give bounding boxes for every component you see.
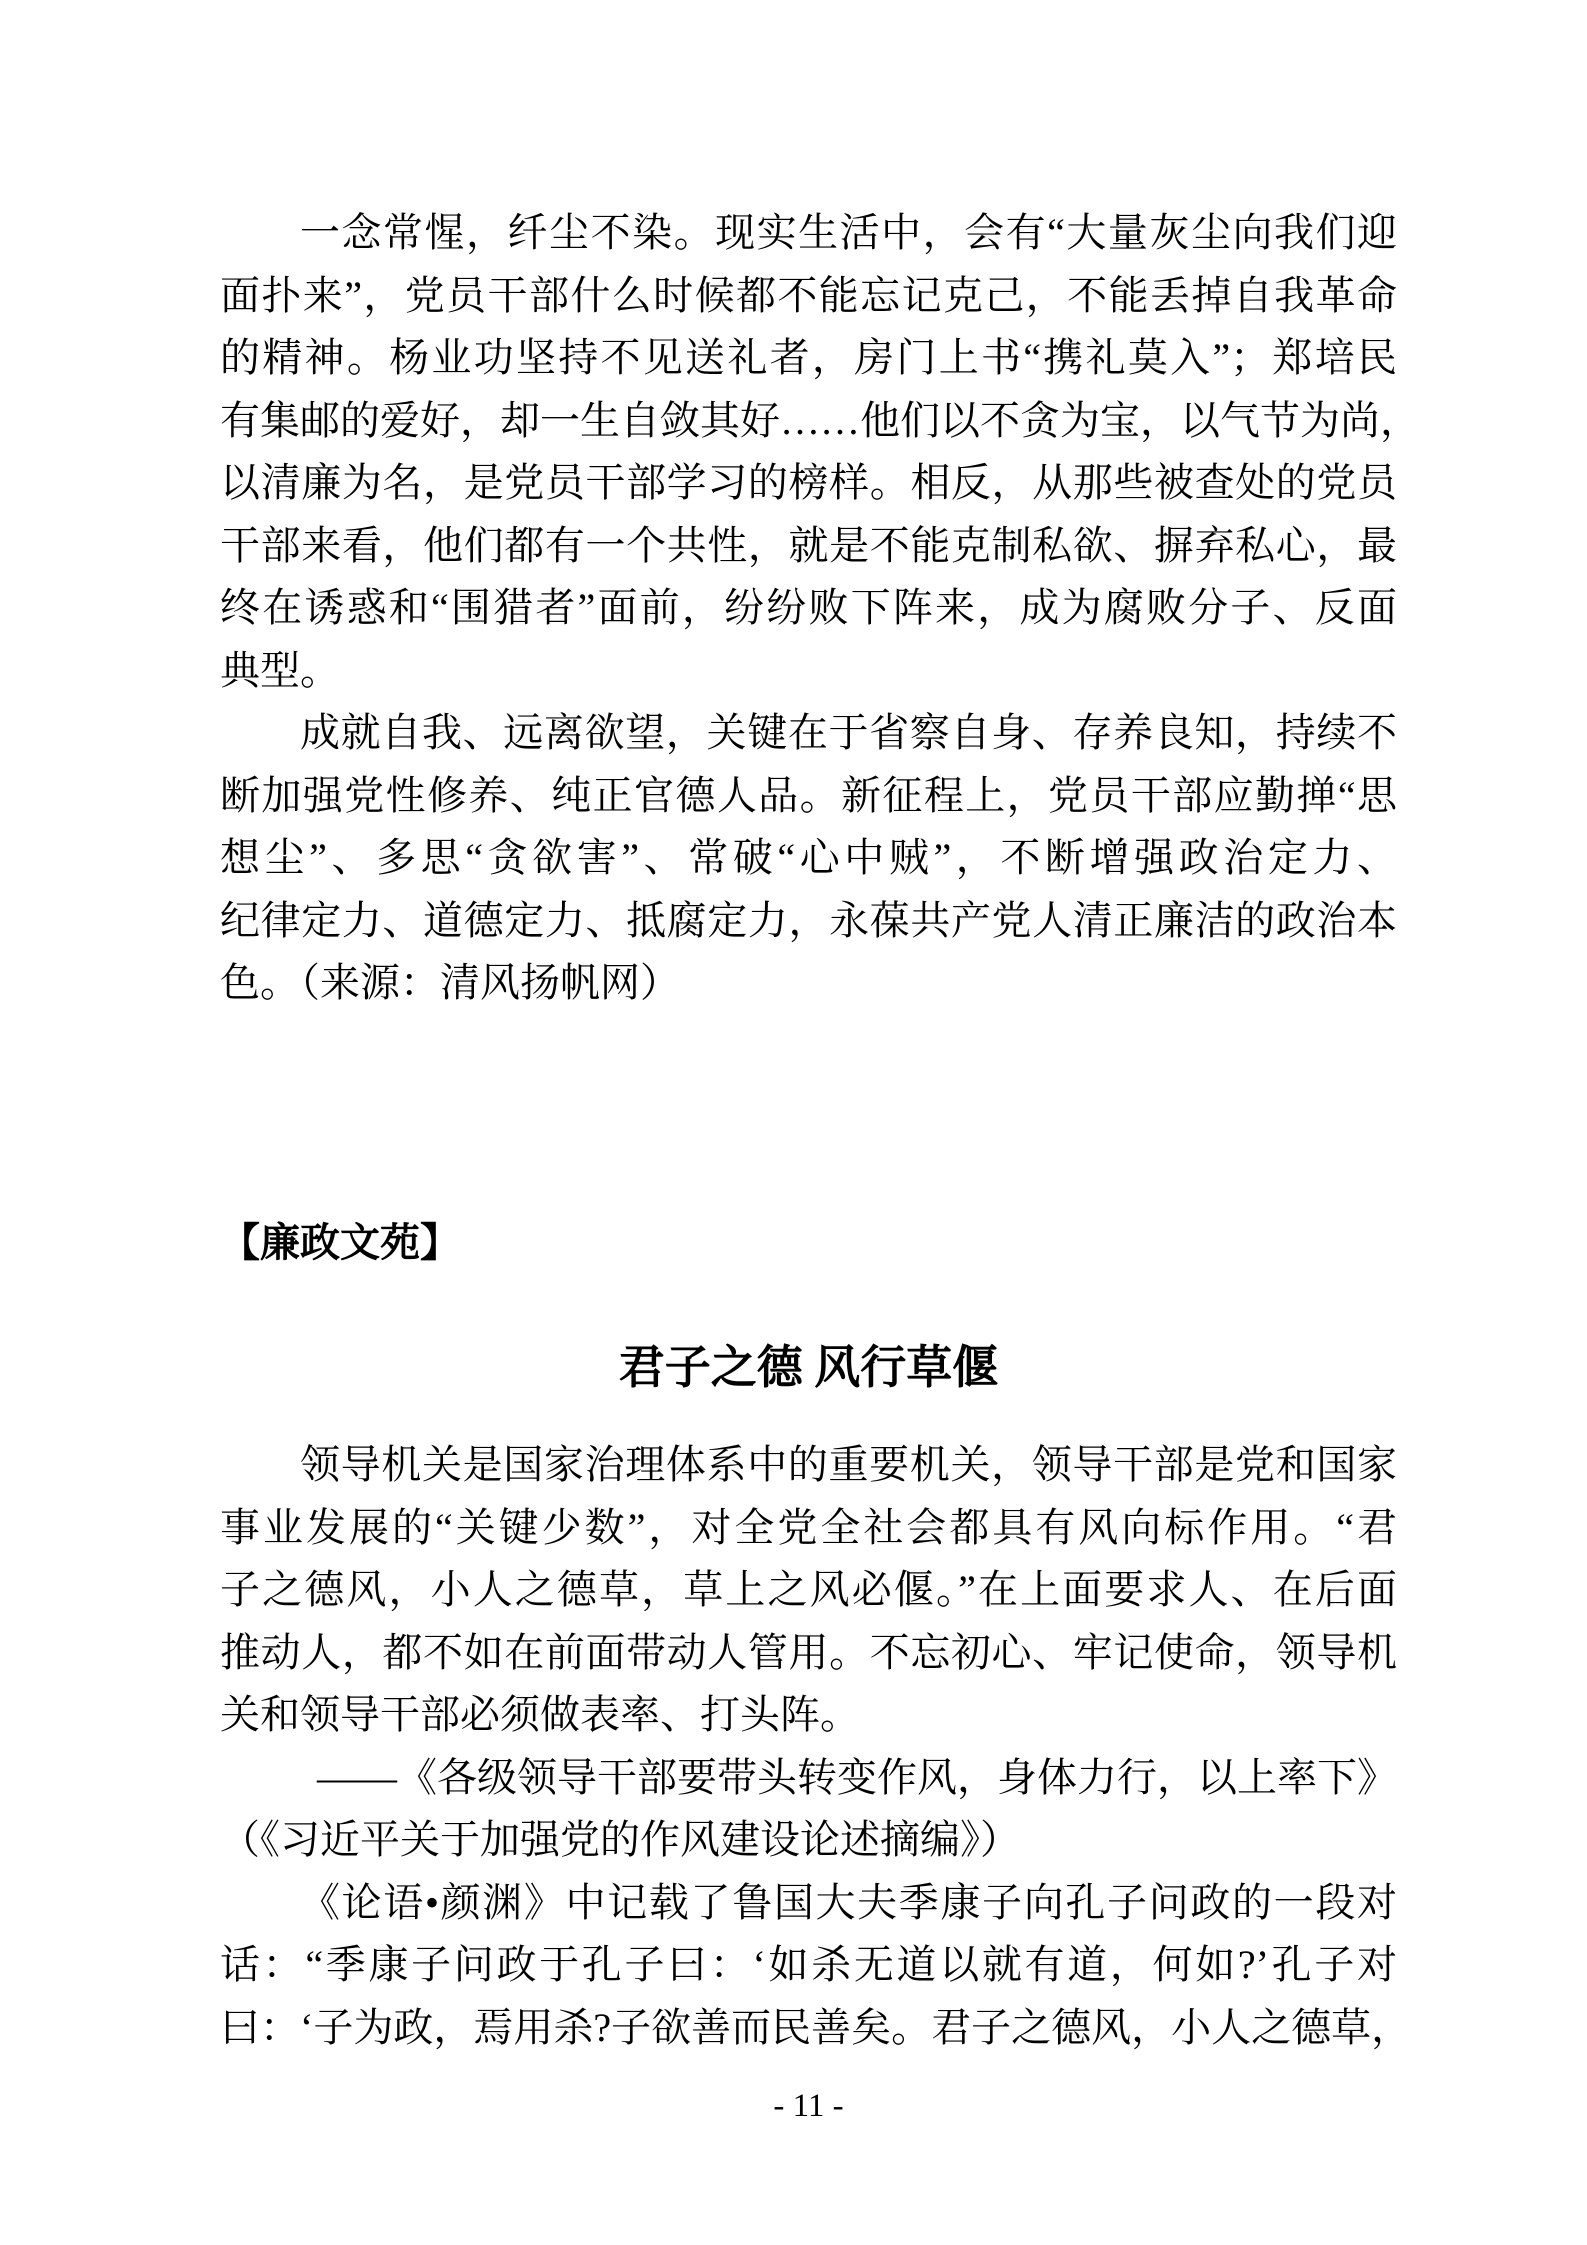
paragraph2-line: 纪律定力、道德定力、抵腐定力，永葆共产党人清正廉洁的政治本 (220, 897, 1397, 943)
attribution-line: ——《各级领导干部要带头转变作风，身体力行，以上率下》 (317, 1754, 1397, 1800)
paragraph1-line: 有集邮的爱好，却一生自敛其好……他们以不贪为宝，以气节为尚， (220, 397, 1420, 443)
paragraph2-line: 断加强党性修养、纯正官德人品。新征程上，党员干部应勤掸“思 (220, 772, 1397, 818)
paragraph4-line: 《论语•颜渊》中记载了鲁国大夫季康子向孔子问政的一段对 (300, 1879, 1397, 1925)
paragraph2-line: 色。（来源：清风扬帆网） (220, 960, 680, 1005)
body-text-block-top (220, 202, 1420, 1015)
paragraph1-line: 干部来看，他们都有一个共性，就是不能克制私欲、摒弃私心，最 (220, 522, 1397, 568)
paragraph4-line: 曰：‘子为政，焉用杀?子欲善而民善矣。君子之德风，小人之德草， (220, 2004, 1412, 2050)
paragraph1-line: 面扑来”，党员干部什么时候都不能忘记克己，不能丢掉自我革命 (220, 272, 1397, 318)
paragraph1-line: 的精神。杨业功坚持不见送礼者，房门上书“携礼莫入”；郑培民 (220, 335, 1397, 380)
article-title: 君子之德 风行草偃 (618, 1342, 999, 1393)
paragraph3-line: 推动人，都不如在前面带动人管用。不忘初心、牢记使命，领导机 (220, 1629, 1397, 1675)
paragraph1-line: 典型。 (220, 647, 340, 693)
paragraph3-line: 事业发展的“关键少数”，对全党全社会都具有风向标作用。“君 (220, 1504, 1397, 1550)
paragraph3-line: 领导机关是国家治理体系中的重要机关，领导干部是党和国家 (300, 1442, 1397, 1487)
body-text-block-bottom (220, 1434, 1412, 2059)
paragraph2-line: 想尘”、多思“贪欲害”、常破“心中贼”，不断增强政治定力、 (220, 835, 1397, 880)
paragraph3-line: 关和领导干部必须做表率、打头阵。 (220, 1692, 860, 1737)
paragraph2-line: 成就自我、远离欲望，关键在于省察自身、存养良知，持续不 (300, 710, 1397, 755)
page-number: - 11 - (773, 2088, 844, 2124)
paragraph1-line: 以清廉为名，是党员干部学习的榜样。相反，从那些被查处的党员 (220, 460, 1397, 505)
paragraph3-line: 子之德风，小人之德草，草上之风必偃。”在上面要求人、在后面 (220, 1567, 1397, 1612)
paragraph1-line: 一念常惺，纤尘不染。现实生活中，会有“大量灰尘向我们迎 (300, 210, 1397, 255)
paragraph1-line: 终在诱惑和“围猎者”面前，纷纷败下阵来，成为腐败分子、反面 (220, 585, 1397, 630)
section-header: 【廉政文苑】 (220, 1220, 460, 1265)
source-line: （《习近平关于加强党的作风建设论述摘编》） (220, 1817, 1020, 1862)
paragraph4-line: 话：“季康子问政于孔子曰：‘如杀无道以就有道，何如?’孔子对 (220, 1942, 1397, 1987)
